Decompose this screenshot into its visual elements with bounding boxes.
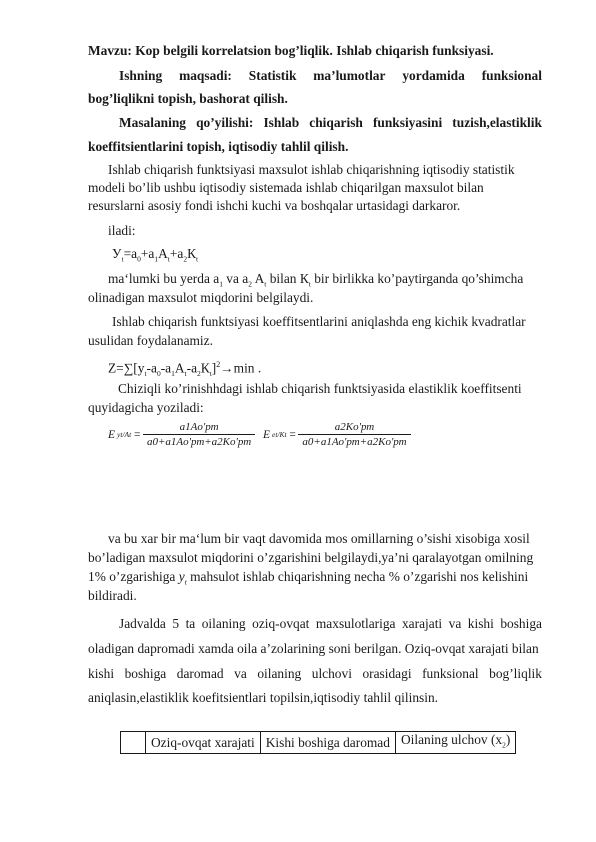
topic-heading: Mavzu: Kop belgili korrelatsion bog’liqlik. Ishlab chiqarish funksiyasi. [88, 43, 494, 58]
word: orasidagi [362, 666, 412, 681]
word: oilaning [201, 616, 246, 631]
word: ma’lumotlar [313, 68, 386, 83]
word: tuzish,elastiklik [452, 115, 542, 130]
word: kishi [88, 666, 115, 681]
word: Statistik [248, 68, 297, 83]
e2-numerator: a2Kо'рт [334, 421, 375, 433]
word: chiqarish [309, 115, 363, 130]
task-line-2: oladigan dapromadi xamda oila a’zolarining soni berilgan. Oziq-ovqat xarajati bilan [88, 641, 539, 656]
iladi-label: iladi: [108, 223, 136, 238]
word: Ishning [119, 68, 163, 83]
table-header-food-expense: Oziq-ovqat xarajati [146, 732, 261, 754]
word: funksiyasini [372, 115, 443, 130]
word: ulchovi [311, 666, 352, 681]
table-header-income-per-capita: Kishi boshiga daromad [260, 732, 395, 754]
problem-line-1 [119, 115, 542, 131]
word: ta [185, 616, 196, 631]
word: Ishlab [263, 115, 300, 130]
data-table [120, 731, 516, 754]
word: yordamida [402, 68, 465, 83]
word: oilaning [257, 666, 302, 681]
meaning-line-2: olinadigan maxsulot miqdorini belgilaydi. [88, 290, 314, 305]
elastic-meaning-line-4: bildiradi. [88, 588, 137, 603]
meaning-line-1: ma‘lumki bu yerda $a_1$ va $a_2$ $A_t$ bilan $К_t$ bir birlikka ko’paytirganda qo’shimcha [108, 271, 524, 289]
e1-label: E [108, 428, 116, 441]
word: kishi [467, 616, 494, 631]
word: qo’yilishi: [196, 115, 254, 130]
word: boshiga [124, 666, 167, 681]
intro-line-2: modeli bo’lib ushbu iqtisodiy sistemada ishlab chiqarilgan maxsulot bilan [88, 180, 484, 195]
e1-denominator: a0+a1Aо'рт+a2Kо'рт [143, 434, 255, 448]
e1-subscript: yt/At [117, 430, 132, 439]
word: va [448, 616, 462, 631]
elastic-meaning-line-2: bo’ladigan maxsulot miqdorini o’zgarishini belgilaydi,ya’ni qaralayotgan omilning [88, 550, 534, 565]
e1-numerator: a1Aо'рт [179, 421, 219, 433]
word: bog’liqlik [489, 666, 542, 681]
word: oziq-ovqat [252, 616, 310, 631]
word: Masalaning [119, 115, 186, 130]
production-formula: $У_t=a_0+a_1A_t+a_2К_t$ [112, 246, 199, 264]
elastic-intro-line-2: quyidagicha yoziladi: [88, 400, 204, 415]
table-header-index [121, 732, 146, 754]
intro-line-3: resurslarni asosiy fondi ishchi kuchi va boshqalar urtasidagi darkaror. [88, 198, 461, 213]
goal-line-2: bog’liqlikni topish, bashorat qilish. [88, 91, 288, 106]
problem-line-2: koeffitsientlarini topish, iqtisodiy tahlil qilish. [88, 139, 349, 154]
e2-label: E [263, 428, 271, 441]
goal-line-1 [119, 68, 542, 84]
word: funksional [481, 68, 542, 83]
elastic-meaning-line-3: 1% o’zgarishiga $y_t$ mahsulot ishlab chiqarishning necha % o’zgarishi nos kelishini [88, 569, 529, 587]
word: xarajati [401, 616, 443, 631]
e2-denominator: a0+a1Aо'рт+a2Kо'рт [298, 434, 410, 448]
task-line-3 [88, 666, 542, 682]
elasticity-formula-2: E et/Kt = $\frac{a2Kо'рт}{a0+a1Aо'рт+a2Kо'рт}$ [263, 421, 411, 448]
word: Jadvalda [119, 616, 166, 631]
intro-line-1: Ishlab chiqarish funktsiyasi maxsulot ishlab chiqarishning iqtisodiy statistik [108, 162, 515, 177]
elastic-meaning-line-1: va bu xar bir ma‘lum bir vaqt davomida mos omillarning o’sishi xisobiga xosil [108, 531, 530, 546]
word: maqsadi: [179, 68, 232, 83]
e2-subscript: et/Kt [272, 430, 287, 439]
table-header-row [121, 732, 516, 754]
word: daromad [176, 666, 224, 681]
elastic-intro-line-1: Chiziqli ko’rinishhdagi ishlab chiqarish funktsiyasida elastiklik koeffitsenti [118, 381, 522, 396]
word: boshiga [500, 616, 542, 631]
word: maxsulotlariga [315, 616, 396, 631]
elasticity-formula-1: E yt/At = $\frac{a1Aо'рт}{a0+a1Aо'рт+a2Kо'рт}$ [108, 421, 255, 448]
least-squares-formula: $Z=\sum[y_t-a_0-a_1A_t-a_2К_t]^2\to\min$ . [108, 360, 262, 379]
word: 5 [172, 616, 180, 631]
task-line-4: aniqlasin,elastiklik koefitsientlari topilsin,iqtisodiy tahlil qilinsin. [88, 690, 438, 705]
task-line-1 [119, 616, 542, 632]
lsm-line-1: Ishlab chiqarish funktsiyasi koeffitsentlarini aniqlashda eng kichik kvadratlar [112, 314, 526, 329]
word: va [234, 666, 247, 681]
table-header-family-size: Oilaning ulchov $(x_2)$ [395, 732, 515, 754]
lsm-line-2: usulidan foydalanamiz. [88, 333, 213, 348]
word: funksional [422, 666, 479, 681]
